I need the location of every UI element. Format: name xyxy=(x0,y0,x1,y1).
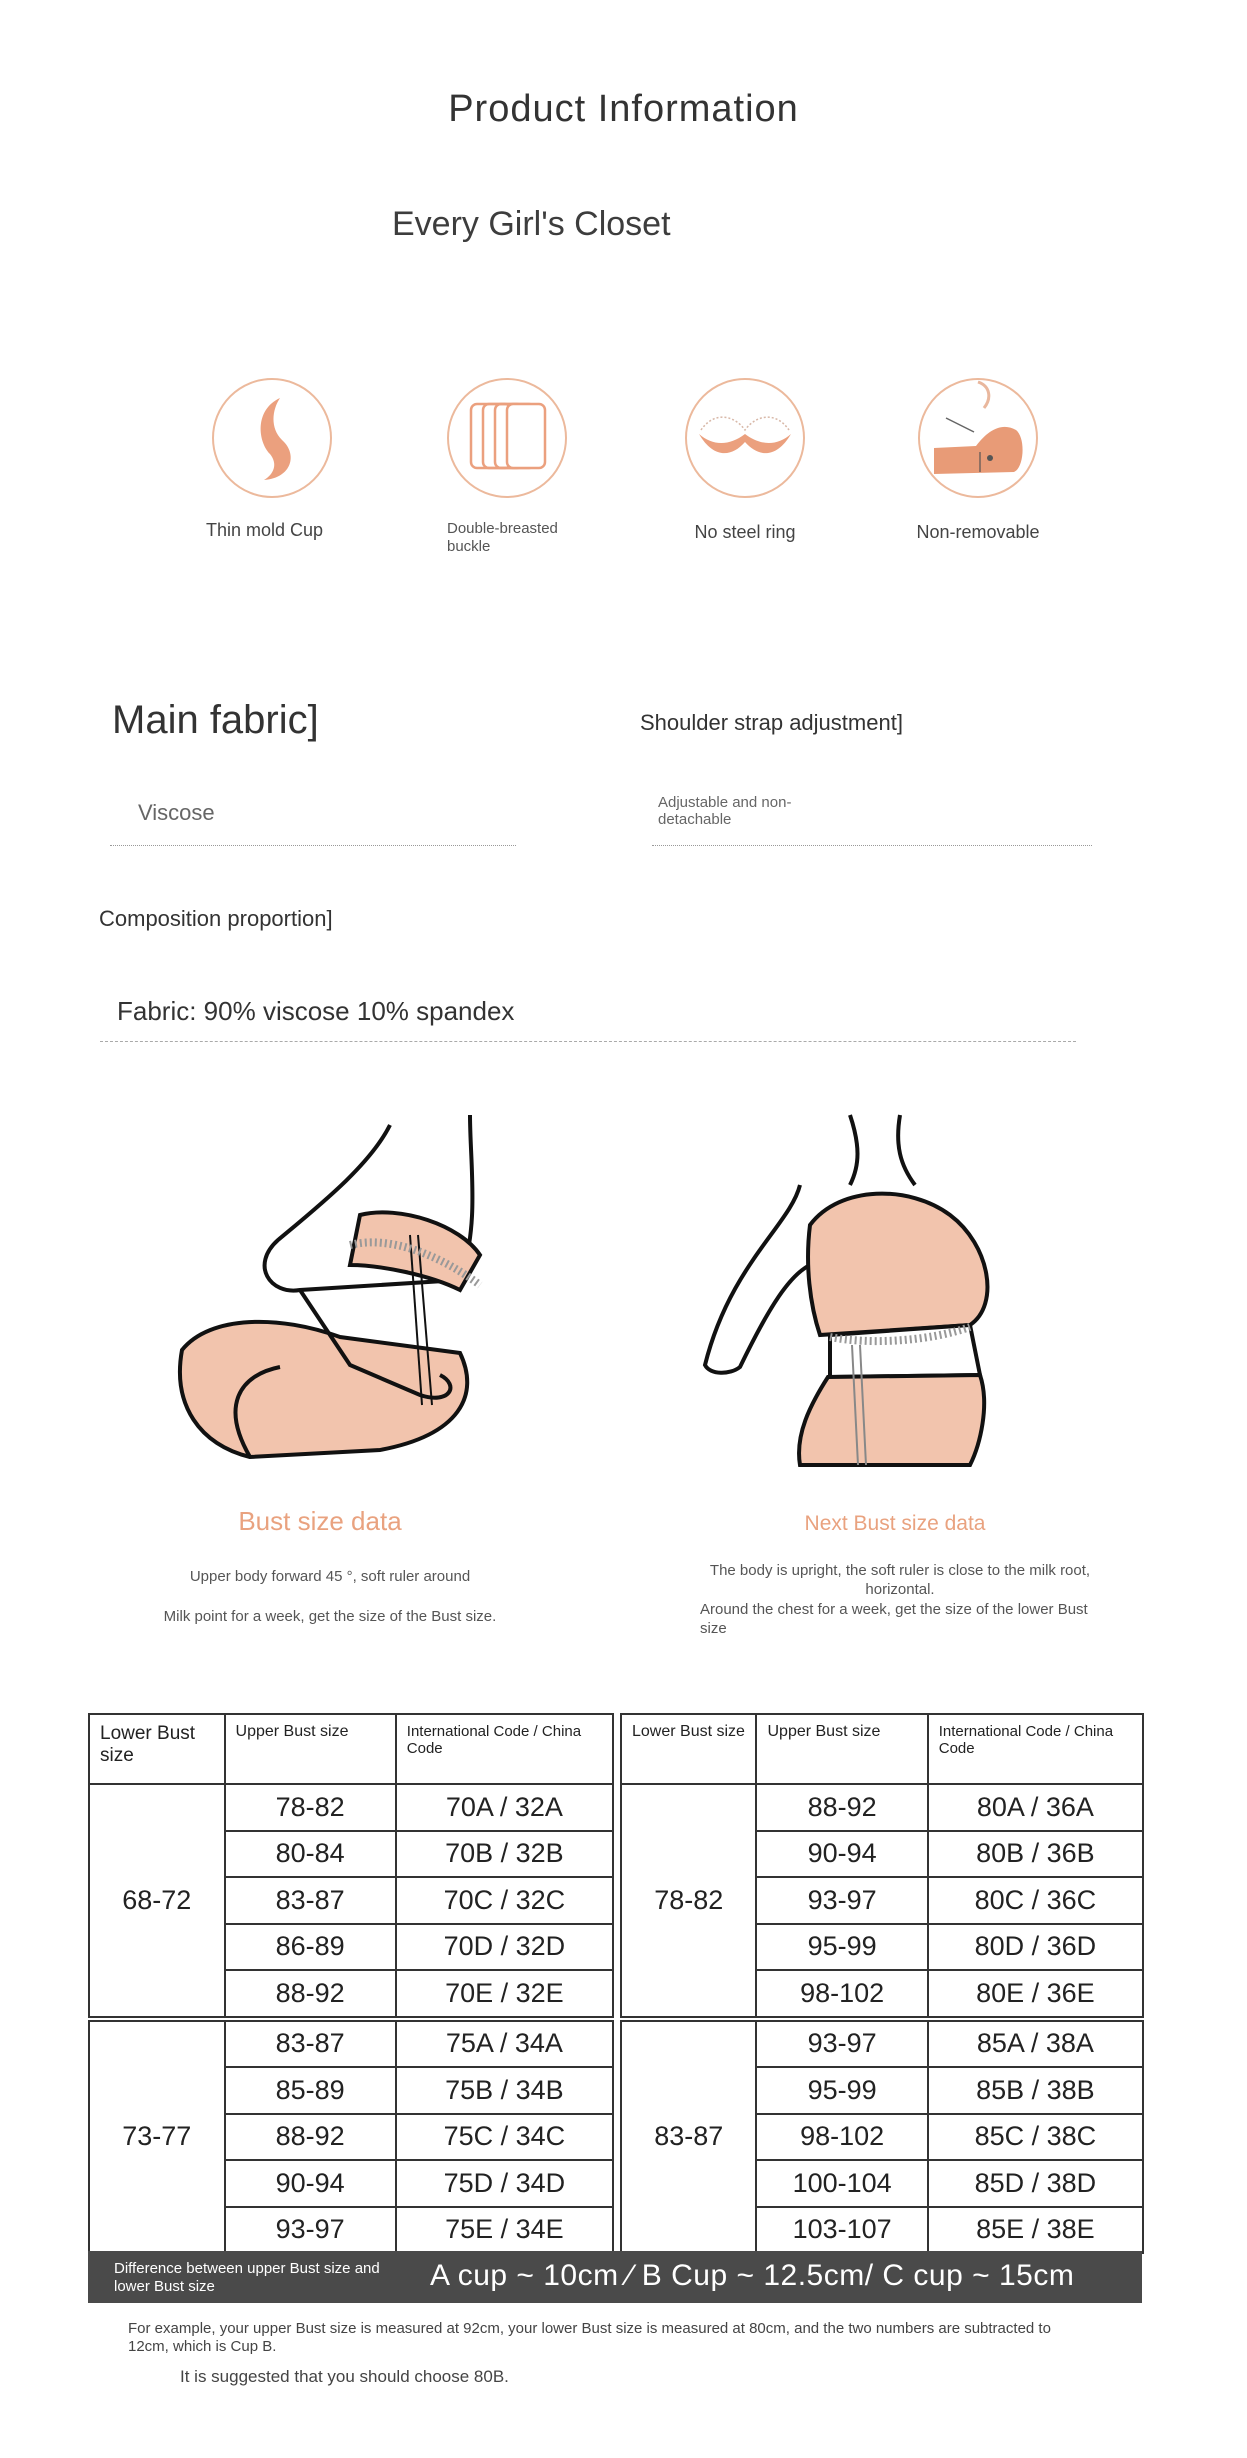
shoulder-strap-label: Shoulder strap adjustment] xyxy=(640,710,903,735)
divider xyxy=(652,845,1092,846)
example-note: For example, your upper Bust size is measured at 92cm, your lower Bust size is measured at 80cm, and the two numbers are subtracted to 12cm, which is Cup B. xyxy=(128,2320,1051,2355)
lower-bust-group: 78-82 xyxy=(621,1784,756,2019)
feature-no-steel-ring xyxy=(665,378,825,543)
feature-label: Thin mold Cup xyxy=(206,520,324,540)
upper-bust-title: Bust size data xyxy=(238,1506,402,1536)
cup-difference-text: A cup ~ 10cm ⁄ B Cup ~ 12.5cm/ C cup ~ 15cm xyxy=(430,2259,1075,2292)
code-cell: 70C / 32C xyxy=(396,1877,613,1924)
header-upper-bust: Upper Bust size xyxy=(756,1714,927,1784)
lower-bust-desc: The body is upright, the soft ruler is close to the milk root, horizontal. xyxy=(709,1562,1091,1598)
upper-bust-desc: Milk point for a week, get the size of the Bust size. xyxy=(163,1608,497,1625)
code-cell: 80B / 36B xyxy=(928,1831,1143,1878)
header-china-code: China Code xyxy=(938,1723,1114,1757)
shoulder-strap-value: Adjustable and non-detachable xyxy=(658,794,792,828)
thin-mold-cup-icon xyxy=(212,378,332,498)
upper-bust-cell: 103-107 xyxy=(756,2207,927,2254)
upper-bust-cell: 78-82 xyxy=(225,1784,396,1831)
code-cell: 70E / 32E xyxy=(396,1970,613,2019)
code-cell: 75B / 34B xyxy=(396,2067,613,2114)
header-upper-bust: Upper Bust size xyxy=(225,1714,396,1784)
code-cell: 80A / 36A xyxy=(928,1784,1143,1831)
lower-bust-desc: Around the chest for a week, get the size of the lower Bust size xyxy=(700,1601,1088,1637)
feature-non-removable xyxy=(898,378,1058,543)
lower-bust-group: 68-72 xyxy=(89,1784,225,2019)
code-cell: 80E / 36E xyxy=(928,1970,1143,2019)
upper-bust-cell: 95-99 xyxy=(756,1924,927,1971)
feature-thin-mold-cup xyxy=(192,378,352,541)
no-steel-ring-icon xyxy=(685,378,805,498)
code-cell: 85B / 38B xyxy=(928,2067,1143,2114)
code-cell: 70D / 32D xyxy=(396,1924,613,1971)
header-lower-bust: Lower Bust size xyxy=(89,1714,225,1784)
code-cell: 75D / 34D xyxy=(396,2160,613,2207)
header-china-code: China Code xyxy=(406,1723,582,1757)
header-lower-bust: Lower Bust size xyxy=(621,1714,756,1784)
upper-bust-cell: 88-92 xyxy=(225,1970,396,2019)
lower-bust-illustration xyxy=(700,1105,1020,1490)
upper-bust-cell: 95-99 xyxy=(756,2067,927,2114)
size-table-right xyxy=(620,1713,1144,2254)
divider xyxy=(100,1041,1076,1042)
header-codes: International Code / China Code xyxy=(396,1714,613,1784)
code-cell: 85A / 38A xyxy=(928,2019,1143,2068)
size-table-left xyxy=(88,1713,614,2254)
upper-bust-cell: 80-84 xyxy=(225,1831,396,1878)
header-international-code: International Code xyxy=(406,1723,530,1740)
composition-value: Fabric: 90% viscose 10% spandex xyxy=(117,996,515,1026)
difference-label: Difference between upper Bust size and lower Bust size xyxy=(114,2260,380,2295)
lower-bust-group: 83-87 xyxy=(621,2019,756,2254)
composition-label: Composition proportion] xyxy=(99,906,333,931)
feature-label: Non-removable xyxy=(916,522,1040,542)
upper-bust-cell: 93-97 xyxy=(756,2019,927,2068)
header-codes: International Code / China Code xyxy=(928,1714,1143,1784)
upper-bust-cell: 88-92 xyxy=(225,2114,396,2161)
code-cell: 75C / 34C xyxy=(396,2114,613,2161)
upper-bust-cell: 98-102 xyxy=(756,2114,927,2161)
upper-bust-illustration xyxy=(160,1105,520,1490)
feature-label: Double-breasted buckle xyxy=(447,520,558,555)
suggestion-note: It is suggested that you should choose 80B. xyxy=(180,2367,509,2386)
page-title: Product Information xyxy=(448,88,799,130)
lower-bust-title: Next Bust size data xyxy=(804,1512,986,1535)
feature-double-breasted-buckle xyxy=(427,378,587,556)
upper-bust-cell: 83-87 xyxy=(225,1877,396,1924)
main-fabric-value: Viscose xyxy=(138,800,215,825)
upper-bust-cell: 100-104 xyxy=(756,2160,927,2207)
upper-bust-cell: 93-97 xyxy=(225,2207,396,2254)
lower-bust-group: 73-77 xyxy=(89,2019,225,2254)
cup-difference-bar xyxy=(88,2251,1142,2303)
upper-bust-cell: 90-94 xyxy=(225,2160,396,2207)
upper-bust-cell: 93-97 xyxy=(756,1877,927,1924)
upper-bust-cell: 85-89 xyxy=(225,2067,396,2114)
upper-bust-cell: 88-92 xyxy=(756,1784,927,1831)
brand-subtitle: Every Girl's Closet xyxy=(392,205,671,243)
feature-label: No steel ring xyxy=(694,522,796,542)
code-cell: 70A / 32A xyxy=(396,1784,613,1831)
code-cell: 85D / 38D xyxy=(928,2160,1143,2207)
divider xyxy=(110,845,516,846)
upper-bust-cell: 86-89 xyxy=(225,1924,396,1971)
header-international-code: International Code xyxy=(938,1723,1062,1740)
upper-bust-cell: 90-94 xyxy=(756,1831,927,1878)
upper-bust-cell: 83-87 xyxy=(225,2019,396,2068)
code-cell: 75E / 34E xyxy=(396,2207,613,2254)
code-cell: 85E / 38E xyxy=(928,2207,1143,2254)
code-cell: 80D / 36D xyxy=(928,1924,1143,1971)
code-cell: 70B / 32B xyxy=(396,1831,613,1878)
upper-bust-cell: 98-102 xyxy=(756,1970,927,2019)
code-cell: 75A / 34A xyxy=(396,2019,613,2068)
non-removable-icon xyxy=(918,378,1038,498)
main-fabric-label: Main fabric] xyxy=(112,698,319,742)
double-breasted-buckle-icon xyxy=(447,378,567,498)
code-cell: 80C / 36C xyxy=(928,1877,1143,1924)
upper-bust-desc: Upper body forward 45 °, soft ruler around xyxy=(189,1568,471,1585)
code-cell: 85C / 38C xyxy=(928,2114,1143,2161)
